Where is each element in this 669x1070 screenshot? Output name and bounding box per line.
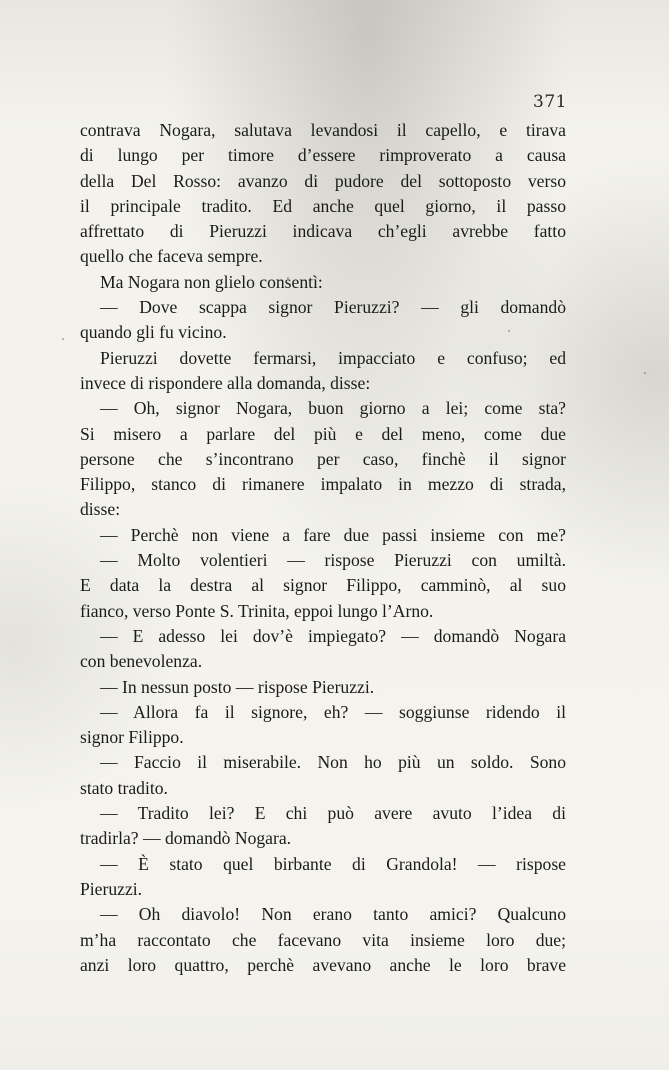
text-line: — Allora fa il signore, eh? — soggiunse ridendo il	[100, 701, 566, 722]
text-line: — Dove scappa signor Pieruzzi? — gli domandò	[100, 297, 566, 318]
page-number: 371	[533, 92, 567, 112]
text-line: — E adesso lei dov’è impiegato? — domandò Nogara	[100, 625, 566, 646]
text-line: il principale tradito. Ed anche quel giorno, il passo	[80, 195, 566, 216]
text-line: stato tradito.	[80, 777, 168, 798]
text-line: anzi loro quattro, perchè avevano anche le loro brave	[80, 954, 566, 975]
text-line: Pieruzzi.	[80, 878, 143, 899]
text-line: persone che s’incontrano per caso, finchè il signor	[80, 448, 566, 469]
text-line: — È stato quel birbante di Grandola! — rispose	[100, 853, 566, 874]
text-line: — Perchè non viene a fare due passi insieme con me?	[100, 524, 566, 545]
text-line: — Tradito lei? E chi può avere avuto l’idea di	[100, 803, 566, 824]
text-line: — In nessun posto — rispose Pieruzzi.	[100, 676, 375, 697]
text-line: fianco, verso Ponte S. Trinita, eppoi lungo l’Arno.	[80, 600, 434, 621]
text-line: disse:	[80, 499, 121, 520]
text-line: — Molto volentieri — rispose Pieruzzi con umiltà.	[100, 550, 566, 571]
text-line: tradirla? — domandò Nogara.	[80, 828, 292, 849]
text-line: quando gli fu vicino.	[80, 322, 227, 343]
text-line: Si misero a parlare del più e del meno, come due	[80, 423, 566, 444]
text-line: contrava Nogara, salutava levandosi il capello, e tirava	[80, 120, 566, 140]
text-line: invece di rispondere alla domanda, disse:	[80, 372, 371, 393]
text-line: della Del Rosso: avanzo di pudore del sottoposto verso	[80, 170, 566, 191]
paper-speck	[62, 338, 64, 340]
text-line: quello che faceva sempre.	[80, 246, 263, 267]
text-line: — Oh, signor Nogara, buon giorno a lei; come sta?	[100, 398, 566, 419]
text-line: m’ha raccontato che facevano vita insieme loro due;	[80, 929, 566, 950]
text-line: signor Filippo.	[80, 727, 184, 748]
text-line: Filippo, stanco di rimanere impalato in mezzo di strada,	[80, 474, 566, 495]
text-line: Ma Nogara non glielo consentì:	[100, 271, 323, 292]
text-line: Pieruzzi dovette fermarsi, impacciato e confuso; ed	[100, 347, 566, 368]
text-line: — Faccio il miserabile. Non ho più un soldo. Sono	[100, 752, 566, 773]
text-line: con benevolenza.	[80, 651, 203, 672]
text-line: — Oh diavolo! Non erano tanto amici? Qualcuno	[100, 904, 566, 925]
text-line: di lungo per timore d’essere rimproverato a causa	[80, 145, 566, 166]
text-line: affrettato di Pieruzzi indicava ch’egli avrebbe fatto	[80, 221, 566, 242]
paper-speck	[287, 277, 289, 279]
paper-speck	[508, 330, 510, 332]
text-line: E data la destra al signor Filippo, camminò, al suo	[80, 575, 566, 596]
body-text	[80, 118, 566, 978]
paper-speck	[644, 372, 646, 374]
